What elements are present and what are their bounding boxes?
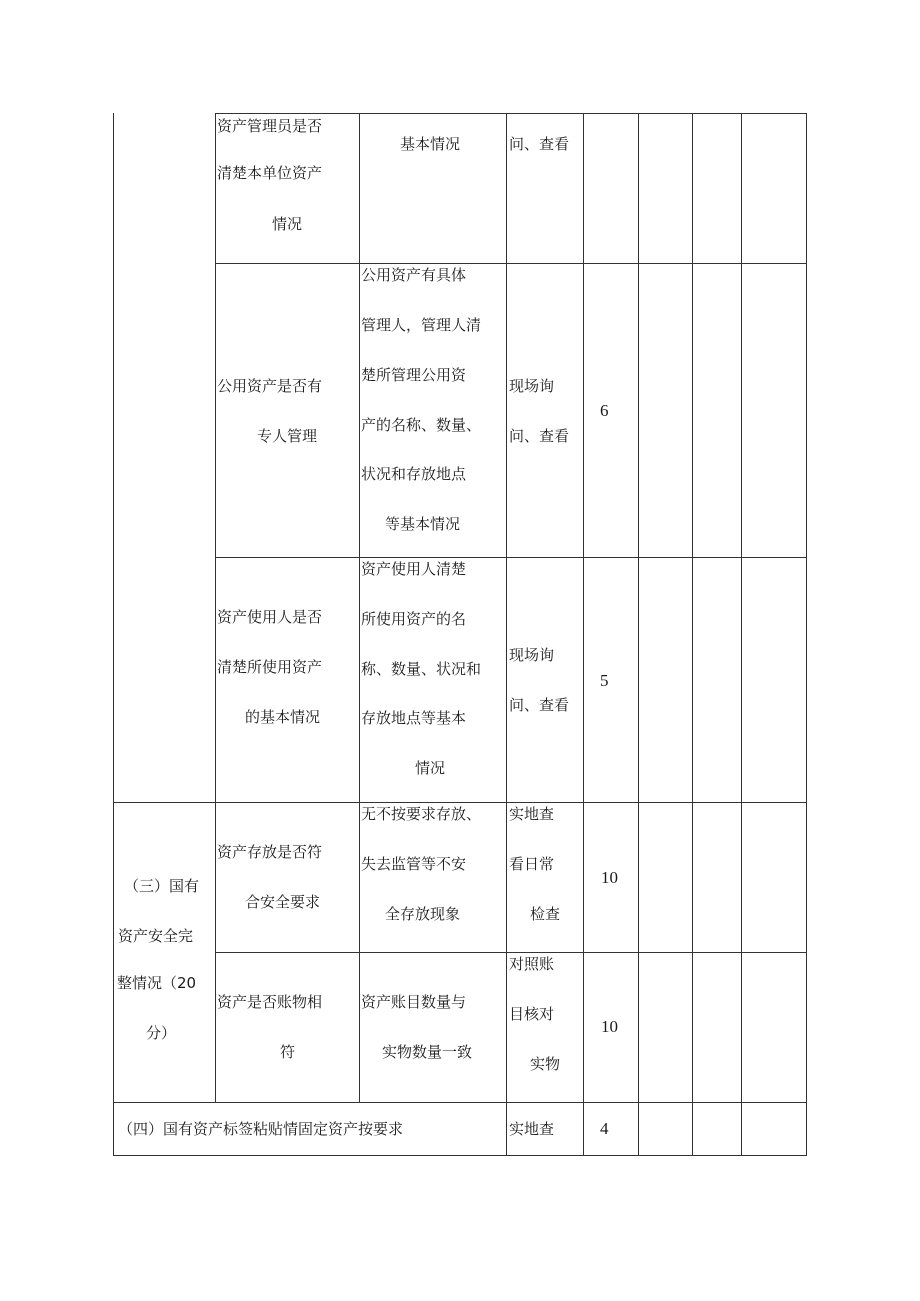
table-grid-line bbox=[359, 113, 360, 1102]
method-text: 对照账 bbox=[509, 955, 555, 973]
score-value: 4 bbox=[600, 1119, 609, 1138]
criterion-text: 清楚本单位资产 bbox=[217, 164, 323, 182]
table-grid-line bbox=[113, 802, 807, 803]
method-text: 看日常 bbox=[509, 855, 555, 873]
section-3-label: 分） bbox=[146, 1024, 177, 1042]
score-value: 6 bbox=[600, 401, 609, 420]
table-grid-line bbox=[741, 113, 742, 1156]
standard-text: 失去监管等不安 bbox=[361, 855, 467, 873]
method-text: 问、查看 bbox=[509, 696, 570, 714]
table-grid-line bbox=[638, 113, 639, 1156]
standard-text: 全存放现象 bbox=[385, 905, 461, 923]
method-text: 实地查 bbox=[509, 1120, 555, 1138]
section-3-label: 整情况（20 bbox=[117, 974, 197, 992]
standard-text: 情况 bbox=[415, 759, 446, 777]
criterion-text: 符 bbox=[280, 1043, 296, 1061]
standard-text: 公用资产有具体 bbox=[361, 266, 467, 284]
table-grid-line bbox=[506, 113, 507, 1156]
method-text: 现场询 bbox=[509, 646, 555, 664]
criterion-text: 的基本情况 bbox=[245, 708, 321, 726]
criterion-text: 资产存放是否符 bbox=[217, 843, 323, 861]
standard-text: 存放地点等基本 bbox=[361, 709, 467, 727]
method-text: 目核对 bbox=[509, 1005, 555, 1023]
method-text: 现场询 bbox=[509, 377, 555, 395]
standard-text: 无不按要求存放、 bbox=[361, 805, 482, 823]
standard-text: 资产账目数量与 bbox=[361, 993, 467, 1011]
criterion-text: 合安全要求 bbox=[245, 893, 321, 911]
criterion-text: 资产使用人是否 bbox=[217, 608, 323, 626]
standard-text: 状况和存放地点 bbox=[361, 465, 467, 483]
score-value: 10 bbox=[601, 1017, 618, 1036]
table-border-left bbox=[113, 113, 114, 1156]
standard-text: 等基本情况 bbox=[385, 515, 461, 533]
standard-text: 资产使用人清楚 bbox=[361, 560, 467, 578]
method-text: 问、查看 bbox=[509, 427, 570, 445]
method-text: 实物 bbox=[530, 1055, 561, 1073]
criterion-text: 资产是否账物相 bbox=[217, 993, 323, 1011]
table-grid-line bbox=[215, 113, 216, 1102]
table-grid-line bbox=[215, 557, 807, 558]
criterion-text: 资产管理员是否 bbox=[217, 117, 323, 135]
standard-text: 称、数量、状况和 bbox=[361, 660, 482, 678]
score-value: 5 bbox=[600, 671, 609, 690]
method-text: 检查 bbox=[530, 905, 561, 923]
standard-text: 所使用资产的名 bbox=[361, 610, 467, 628]
table-border-right bbox=[806, 113, 807, 1156]
criterion-text: 公用资产是否有 bbox=[217, 377, 323, 395]
score-value: 10 bbox=[601, 868, 618, 887]
criterion-text: 清楚所使用资产 bbox=[217, 658, 323, 676]
table-grid-line bbox=[692, 113, 693, 1156]
standard-text: 楚所管理公用资 bbox=[361, 366, 467, 384]
table-grid-line bbox=[215, 263, 807, 264]
table-grid-line bbox=[583, 113, 584, 1156]
table-border-bottom bbox=[113, 1155, 807, 1156]
standard-text: 基本情况 bbox=[400, 135, 461, 153]
criterion-text: 专人管理 bbox=[257, 427, 318, 445]
standard-text: 产的名称、数量、 bbox=[361, 416, 482, 434]
section-4-label: （四）国有资产标签粘贴情固定资产按要求 bbox=[118, 1120, 404, 1138]
section-3-label: （三）国有 bbox=[124, 877, 200, 895]
table-grid-line bbox=[215, 952, 807, 953]
table-grid-line bbox=[215, 113, 807, 114]
criterion-text: 情况 bbox=[272, 215, 303, 233]
standard-text: 实物数量一致 bbox=[382, 1043, 473, 1061]
method-text: 实地查 bbox=[509, 805, 555, 823]
section-3-label: 资产安全完 bbox=[118, 927, 194, 945]
standard-text: 管理人，管理人清 bbox=[361, 316, 482, 334]
table-grid-line bbox=[113, 1102, 807, 1103]
method-text: 问、查看 bbox=[509, 135, 570, 153]
